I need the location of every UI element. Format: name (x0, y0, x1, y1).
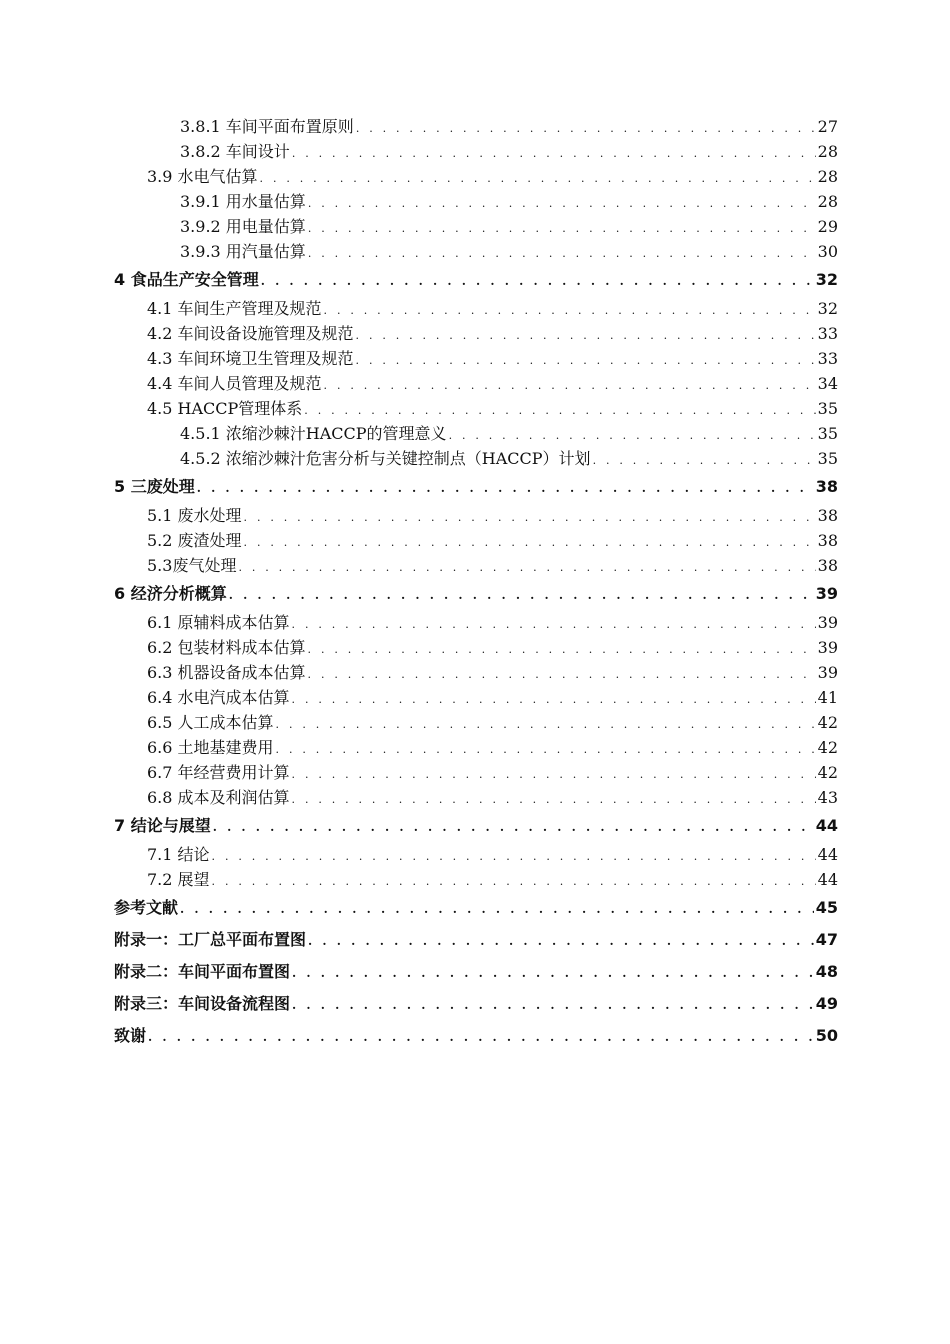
toc-entry-title: 6.3 机器设备成本估算 (147, 663, 306, 682)
toc-entry-page-number: 43 (817, 788, 838, 807)
toc-entry-title: 6.6 土地基建费用 (147, 738, 274, 757)
toc-entry-page-number: 30 (817, 242, 838, 261)
toc-entry-page-number: 39 (815, 584, 838, 603)
toc-entry-page-number: 34 (817, 374, 838, 393)
toc-entry-title: 7.1 结论 (147, 845, 210, 864)
toc-entry-title: 4 食品生产安全管理 (114, 270, 259, 289)
toc-entry-page-number: 44 (817, 845, 838, 864)
toc-entry[interactable] (114, 471, 838, 503)
toc-entry-title: 4.5 HACCP管理体系 (147, 399, 303, 418)
toc-entry-title: 7 结论与展望 (114, 816, 211, 835)
dot-leader (308, 637, 816, 662)
dot-leader (292, 989, 814, 1021)
dot-leader (304, 398, 815, 423)
toc-entry[interactable] (114, 421, 838, 446)
dot-leader (308, 925, 814, 957)
toc-entry-title: 3.9.1 用水量估算 (180, 192, 306, 211)
table-of-contents (114, 114, 838, 1052)
toc-entry-title: 4.4 车间人员管理及规范 (147, 374, 322, 393)
toc-entry-page-number: 28 (817, 167, 838, 186)
toc-entry[interactable] (114, 396, 838, 421)
toc-entry-page-number: 38 (815, 477, 838, 496)
toc-entry-page-number: 39 (817, 663, 838, 682)
toc-entry-page-number: 38 (817, 531, 838, 550)
toc-entry-title: 5.1 废水处理 (147, 506, 242, 525)
toc-entry[interactable] (114, 114, 838, 139)
dot-leader (180, 893, 814, 925)
toc-entry-title: 5.2 废渣处理 (147, 531, 242, 550)
toc-entry[interactable] (114, 660, 838, 685)
toc-entry-page-number: 27 (817, 117, 838, 136)
toc-entry-title: 附录二：车间平面布置图 (114, 962, 291, 981)
toc-entry-page-number: 35 (817, 424, 838, 443)
toc-entry-page-number: 50 (815, 1026, 838, 1045)
toc-entry-title: 6.1 原辅料成本估算 (147, 613, 290, 632)
toc-entry-title: 3.8.1 车间平面布置原则 (180, 117, 354, 136)
dot-leader (324, 373, 816, 398)
dot-leader (276, 712, 816, 737)
dot-leader (197, 472, 814, 504)
toc-entry-title: 6.7 年经营费用计算 (147, 763, 290, 782)
toc-entry-title: 6 经济分析概算 (114, 584, 227, 603)
toc-entry[interactable] (114, 810, 838, 842)
toc-entry-page-number: 47 (815, 930, 838, 949)
toc-entry-title: 5.3废气处理 (147, 556, 237, 575)
toc-entry[interactable] (114, 635, 838, 660)
toc-entry-title: 6.8 成本及利润估算 (147, 788, 290, 807)
toc-entry-title: 4.5.2 浓缩沙棘汁危害分析与关键控制点（HACCP）计划 (180, 449, 591, 468)
toc-entry[interactable] (114, 578, 838, 610)
toc-entry-page-number: 32 (817, 299, 838, 318)
toc-entry[interactable] (114, 988, 838, 1020)
toc-entry-title: 4.3 车间环境卫生管理及规范 (147, 349, 354, 368)
toc-entry-page-number: 39 (817, 613, 838, 632)
dot-leader (244, 530, 816, 555)
toc-entry-title: 附录一：工厂总平面布置图 (114, 930, 307, 949)
toc-entry[interactable] (114, 685, 838, 710)
dot-leader (292, 787, 816, 812)
toc-entry-title: 参考文献 (114, 898, 179, 917)
toc-entry-title: 致谢 (114, 1026, 147, 1045)
dot-leader (324, 298, 816, 323)
dot-leader (308, 191, 816, 216)
toc-entry-page-number: 49 (815, 994, 838, 1013)
toc-entry-title: 4.5.1 浓缩沙棘汁HACCP的管理意义 (180, 424, 447, 443)
toc-entry-title: 6.2 包装材料成本估算 (147, 638, 306, 657)
dot-leader (261, 265, 814, 297)
toc-entry-title: 6.4 水电汽成本估算 (147, 688, 290, 707)
toc-entry[interactable] (114, 735, 838, 760)
dot-leader (292, 762, 816, 787)
dot-leader (148, 1021, 814, 1053)
toc-entry[interactable] (114, 214, 838, 239)
toc-entry[interactable] (114, 924, 838, 956)
toc-entry-page-number: 35 (817, 449, 838, 468)
toc-entry-page-number: 28 (817, 192, 838, 211)
toc-entry[interactable] (114, 296, 838, 321)
toc-entry-page-number: 32 (815, 270, 838, 289)
toc-entry-page-number: 35 (817, 399, 838, 418)
toc-entry-page-number: 28 (817, 142, 838, 161)
toc-entry-page-number: 45 (815, 898, 838, 917)
toc-entry-title: 3.9.2 用电量估算 (180, 217, 306, 236)
dot-leader (260, 166, 816, 191)
toc-entry[interactable] (114, 239, 838, 264)
toc-entry[interactable] (114, 710, 838, 735)
toc-entry-page-number: 48 (815, 962, 838, 981)
toc-entry-title: 附录三：车间设备流程图 (114, 994, 291, 1013)
toc-entry[interactable] (114, 842, 838, 867)
toc-entry[interactable] (114, 760, 838, 785)
toc-entry[interactable] (114, 139, 838, 164)
toc-entry-page-number: 38 (817, 556, 838, 575)
dot-leader (238, 555, 815, 580)
toc-entry[interactable] (114, 321, 838, 346)
toc-entry-title: 7.2 展望 (147, 870, 210, 889)
toc-entry-page-number: 39 (817, 638, 838, 657)
dot-leader (212, 869, 816, 894)
toc-entry-page-number: 29 (817, 217, 838, 236)
dot-leader (292, 141, 816, 166)
dot-leader (244, 505, 816, 530)
dot-leader (308, 216, 816, 241)
dot-leader (356, 323, 816, 348)
toc-entry-page-number: 44 (817, 870, 838, 889)
toc-entry[interactable] (114, 785, 838, 810)
toc-entry[interactable] (114, 446, 838, 471)
toc-entry[interactable] (114, 956, 838, 988)
toc-entry[interactable] (114, 164, 838, 189)
dot-leader (308, 241, 816, 266)
toc-entry-page-number: 38 (817, 506, 838, 525)
toc-entry[interactable] (114, 371, 838, 396)
toc-entry-title: 6.5 人工成本估算 (147, 713, 274, 732)
dot-leader (229, 579, 814, 611)
toc-entry-page-number: 42 (817, 713, 838, 732)
toc-entry[interactable] (114, 189, 838, 214)
toc-entry[interactable] (114, 1020, 838, 1052)
dot-leader (292, 612, 816, 637)
toc-entry[interactable] (114, 264, 838, 296)
toc-entry-page-number: 33 (817, 349, 838, 368)
dot-leader (308, 662, 816, 687)
toc-entry-page-number: 44 (815, 816, 838, 835)
toc-entry[interactable] (114, 610, 838, 635)
toc-entry-page-number: 41 (817, 688, 838, 707)
dot-leader (593, 448, 816, 473)
toc-entry[interactable] (114, 553, 838, 578)
toc-entry[interactable] (114, 346, 838, 371)
dot-leader (292, 957, 814, 989)
toc-entry[interactable] (114, 528, 838, 553)
toc-entry[interactable] (114, 892, 838, 924)
toc-entry-page-number: 33 (817, 324, 838, 343)
toc-entry[interactable] (114, 503, 838, 528)
dot-leader (356, 116, 816, 141)
dot-leader (276, 737, 816, 762)
toc-entry-title: 3.9.3 用汽量估算 (180, 242, 306, 261)
toc-entry-title: 3.8.2 车间设计 (180, 142, 290, 161)
toc-entry-title: 3.9 水电气估算 (147, 167, 258, 186)
toc-entry[interactable] (114, 867, 838, 892)
dot-leader (212, 844, 816, 869)
toc-entry-page-number: 42 (817, 738, 838, 757)
toc-entry-title: 4.1 车间生产管理及规范 (147, 299, 322, 318)
toc-entry-title: 4.2 车间设备设施管理及规范 (147, 324, 354, 343)
dot-leader (449, 423, 816, 448)
dot-leader (213, 811, 814, 843)
toc-entry-title: 5 三废处理 (114, 477, 195, 496)
dot-leader (292, 687, 816, 712)
toc-entry-page-number: 42 (817, 763, 838, 782)
dot-leader (356, 348, 816, 373)
